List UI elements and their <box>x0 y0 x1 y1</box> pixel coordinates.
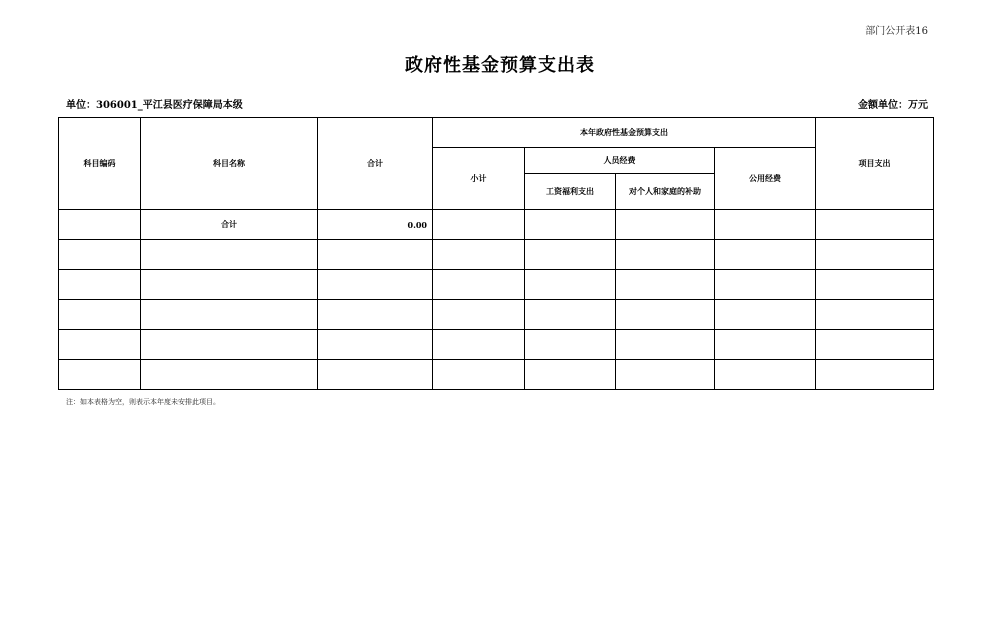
cell-total <box>318 270 433 300</box>
cell-public <box>715 270 816 300</box>
cell-name <box>141 240 318 270</box>
cell-subsidy <box>616 270 715 300</box>
cell-public <box>715 300 816 330</box>
cell-wages <box>525 330 616 360</box>
cell-code <box>59 270 141 300</box>
cell-wages <box>525 270 616 300</box>
cell-subsidy <box>616 210 715 240</box>
cell-wages <box>525 210 616 240</box>
cell-subtotal <box>433 330 525 360</box>
cell-project <box>816 210 934 240</box>
cell-name <box>141 300 318 330</box>
table-row <box>59 300 934 330</box>
cell-wages <box>525 360 616 390</box>
cell-total <box>318 240 433 270</box>
cell-subsidy <box>616 240 715 270</box>
header-code: 科目编码 <box>59 118 141 210</box>
table-number: 部门公开表16 <box>865 26 928 37</box>
cell-public <box>715 330 816 360</box>
cell-public <box>715 240 816 270</box>
cell-code <box>59 210 141 240</box>
footnote: 注：如本表格为空，则表示本年度未安排此项目。 <box>66 398 220 406</box>
budget-table <box>58 117 934 390</box>
cell-name: 合计 <box>141 210 318 240</box>
cell-subtotal <box>433 240 525 270</box>
table-row <box>59 210 934 240</box>
cell-subsidy <box>616 360 715 390</box>
cell-subtotal <box>433 300 525 330</box>
cell-code <box>59 330 141 360</box>
page-title: 政府性基金预算支出表 <box>405 55 595 76</box>
header-name: 科目名称 <box>141 118 318 210</box>
header-subsidy: 对个人和家庭的补助 <box>616 174 715 210</box>
cell-subtotal <box>433 210 525 240</box>
header-public: 公用经费 <box>715 148 816 210</box>
cell-total <box>318 360 433 390</box>
cell-code <box>59 300 141 330</box>
cell-public <box>715 210 816 240</box>
header-wages: 工资福利支出 <box>525 174 616 210</box>
amount-unit-label: 金额单位：万元 <box>858 100 928 111</box>
header-total: 合计 <box>318 118 433 210</box>
cell-name <box>141 360 318 390</box>
table-row <box>59 240 934 270</box>
cell-subsidy <box>616 330 715 360</box>
cell-wages <box>525 240 616 270</box>
header-project: 项目支出 <box>816 118 934 210</box>
cell-project <box>816 330 934 360</box>
cell-public <box>715 360 816 390</box>
cell-project <box>816 300 934 330</box>
header-personnel: 人员经费 <box>525 148 715 174</box>
cell-name <box>141 270 318 300</box>
unit-label: 单位：306001_平江县医疗保障局本级 <box>66 100 243 111</box>
cell-total: 0.00 <box>318 210 433 240</box>
cell-subtotal <box>433 360 525 390</box>
cell-total <box>318 330 433 360</box>
cell-total <box>318 300 433 330</box>
cell-subtotal <box>433 270 525 300</box>
table-row <box>59 360 934 390</box>
table-row <box>59 270 934 300</box>
header-annual-group: 本年政府性基金预算支出 <box>433 118 816 148</box>
cell-project <box>816 360 934 390</box>
cell-subsidy <box>616 300 715 330</box>
header-subtotal: 小计 <box>433 148 525 210</box>
cell-wages <box>525 300 616 330</box>
cell-name <box>141 330 318 360</box>
cell-code <box>59 240 141 270</box>
cell-code <box>59 360 141 390</box>
table-row <box>59 330 934 360</box>
cell-project <box>816 270 934 300</box>
cell-project <box>816 240 934 270</box>
